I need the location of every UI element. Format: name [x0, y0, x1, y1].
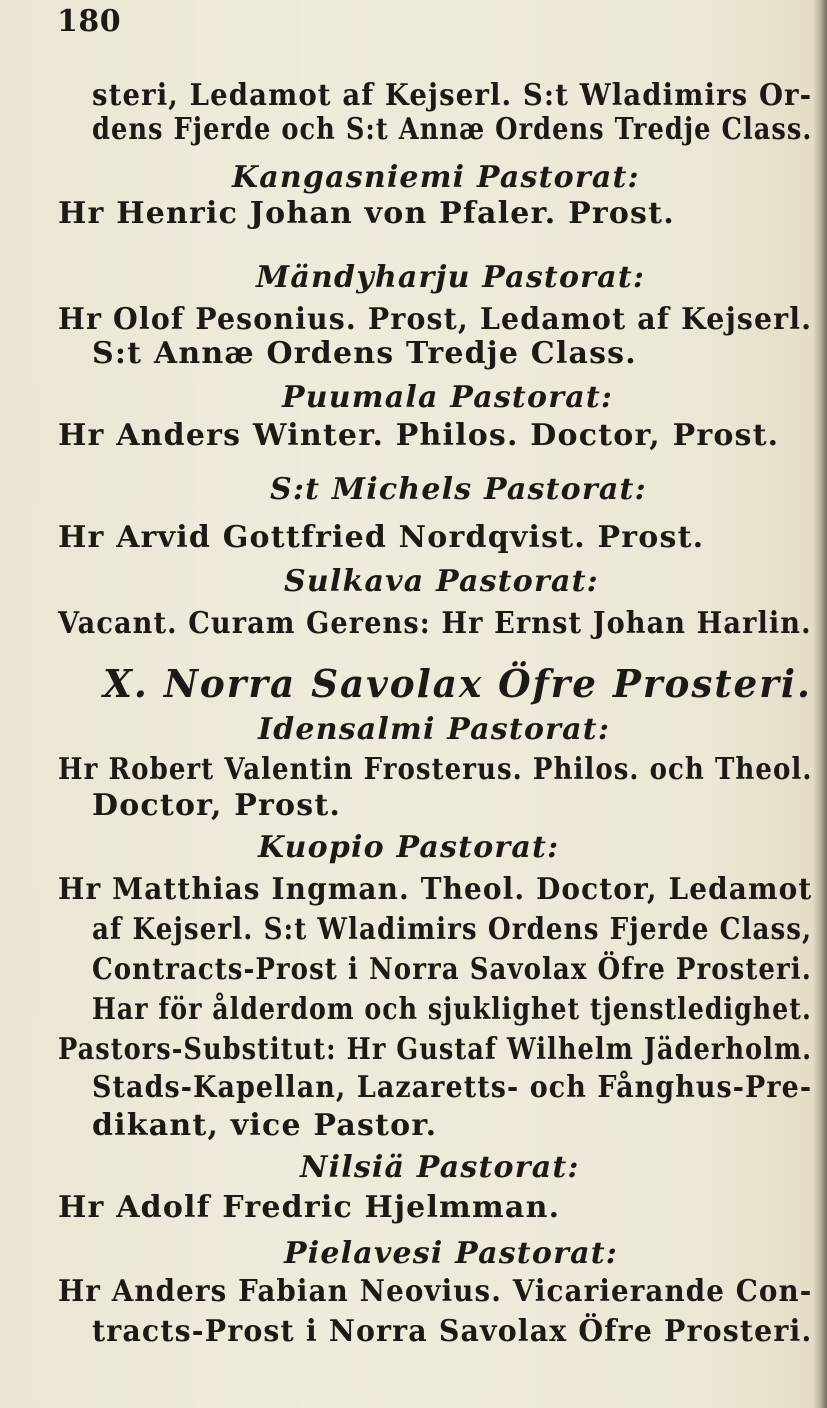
- parish-heading: Sulkava Pastorat:: [284, 564, 599, 599]
- text-line: Vacant. Curam Gerens: Hr Ernst Johan Harlin.: [58, 606, 812, 641]
- text-line: Hr Adolf Fredric Hjelmman.: [58, 1190, 561, 1225]
- text-line: S:t Annæ Ordens Tredje Class.: [92, 336, 637, 371]
- text-line: Stads-Kapellan, Lazaretts- och Fånghus-Pre-: [92, 1070, 813, 1105]
- text-line: Pastors-Substitut: Hr Gustaf Wilhelm Jäderholm.: [58, 1032, 813, 1067]
- page-number: 180: [57, 4, 122, 39]
- text-line: Hr Matthias Ingman. Theol. Doctor, Ledamot: [58, 872, 813, 907]
- text-line: Har för ålderdom och sjuklighet tjenstledighet.: [92, 992, 812, 1027]
- text-line: Hr Henric Johan von Pfaler. Prost.: [58, 196, 675, 231]
- text-line: tracts-Prost i Norra Savolax Öfre Prosteri.: [92, 1314, 813, 1349]
- text-line: Doctor, Prost.: [92, 788, 342, 823]
- text-line: Hr Robert Valentin Frosterus. Philos. och Theol.: [58, 752, 813, 787]
- text-line: dens Fjerde och S:t Annæ Ordens Tredje Class.: [92, 112, 813, 147]
- parish-heading: S:t Michels Pastorat:: [270, 472, 647, 507]
- parish-heading: Kuopio Pastorat:: [258, 830, 560, 865]
- text-line: dikant, vice Pastor.: [92, 1108, 438, 1143]
- text-line: Contracts-Prost i Norra Savolax Öfre Prosteri.: [92, 952, 812, 987]
- section-heading: X. Norra Savolax Öfre Prosteri.: [103, 661, 812, 706]
- text-line: Hr Arvid Gottfried Nordqvist. Prost.: [58, 520, 705, 555]
- parish-heading: Mändyharju Pastorat:: [256, 260, 646, 295]
- text-line: steri, Ledamot af Kejserl. S:t Wladimirs Or-: [92, 78, 813, 113]
- parish-heading: Nilsiä Pastorat:: [300, 1150, 580, 1185]
- text-line: Hr Anders Fabian Neovius. Vicarierande Con-: [58, 1274, 813, 1309]
- text-line: Hr Olof Pesonius. Prost, Ledamot af Kejserl.: [58, 302, 813, 337]
- parish-heading: Puumala Pastorat:: [282, 380, 614, 415]
- page-edge-shadow: [813, 0, 827, 1408]
- text-line: af Kejserl. S:t Wladimirs Ordens Fjerde Class,: [92, 912, 813, 947]
- parish-heading: Pielavesi Pastorat:: [284, 1236, 619, 1271]
- parish-heading: Idensalmi Pastorat:: [258, 712, 611, 747]
- text-line: Hr Anders Winter. Philos. Doctor, Prost.: [58, 418, 780, 453]
- parish-heading: Kangasniemi Pastorat:: [232, 160, 640, 195]
